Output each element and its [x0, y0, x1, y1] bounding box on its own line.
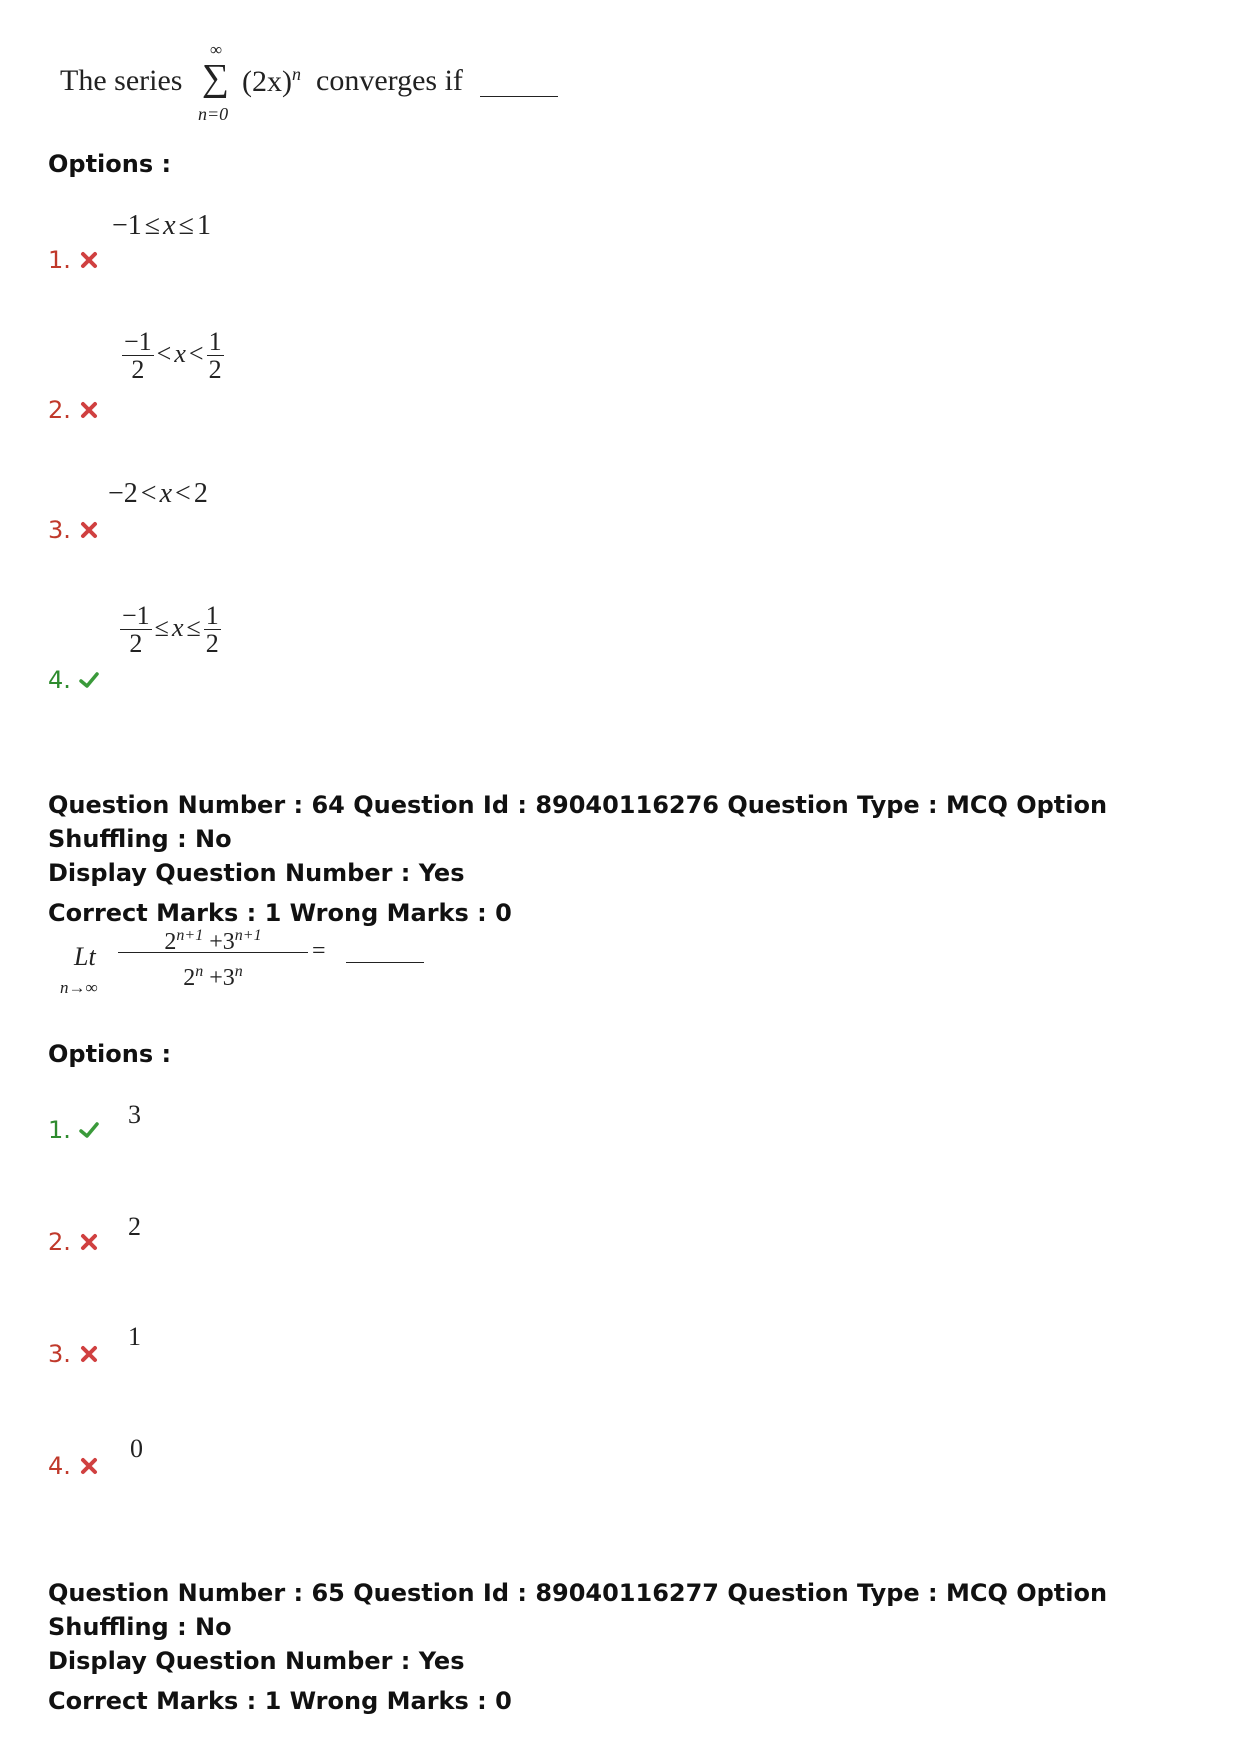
q65-meta	[48, 1576, 1208, 1718]
q63-term-base: (2x)	[242, 65, 292, 98]
q63-sum-upper: ∞	[210, 40, 223, 59]
q63-option-2-value[interactable]: $\frac{-1}{2}$ < x < $\frac{1}{2}$	[124, 327, 222, 385]
q64-option-2-number: 2.	[48, 1228, 99, 1256]
q64-option-1-value[interactable]: 3	[128, 1100, 141, 1129]
cross-icon	[79, 250, 99, 270]
q64-fraction	[118, 916, 308, 997]
q65-meta-line1: Question Number : 65 Question Id : 89040116277 Question Type : MCQ Option Shuffling : No	[48, 1579, 1108, 1641]
q63-option-2-number: 2.	[48, 396, 99, 424]
cross-icon	[79, 1232, 99, 1252]
q63-answer-blank	[480, 96, 558, 97]
q65-meta-line3: Correct Marks : 1 Wrong Marks : 0	[48, 1687, 512, 1715]
q64-meta-line1: Question Number : 64 Question Id : 89040116276 Question Type : MCQ Option Shuffling : No	[48, 791, 1108, 853]
q65-meta-line2: Display Question Number : Yes	[48, 1647, 465, 1675]
q64-option-3-number: 3.	[48, 1340, 99, 1368]
q63-options-label: Options :	[48, 150, 172, 178]
q63-sum-symbol: ∑	[202, 57, 230, 99]
q64-option-4-value[interactable]: 0	[130, 1434, 143, 1463]
q63-option-3-value[interactable]: −2 < x < 2	[108, 478, 208, 509]
q64-stem	[60, 916, 380, 1006]
q64-lim-sub: n→∞	[60, 978, 98, 997]
q64-denominator: $2^n +3^n$	[183, 963, 243, 991]
q63-term	[242, 64, 301, 99]
check-icon	[79, 1120, 99, 1140]
q64-option-4-number: 4.	[48, 1452, 99, 1480]
q63-term-exp: n	[291, 64, 301, 84]
q64-lim-text: Lt	[74, 942, 96, 971]
q64-answer-blank	[346, 962, 424, 963]
cross-icon	[79, 1456, 99, 1476]
q64-option-1-number: 1.	[48, 1116, 99, 1144]
q64-numerator: $2^{n+1} +3^{n+1}$	[118, 916, 308, 953]
q64-option-2-value[interactable]: 2	[128, 1212, 141, 1241]
q64-meta-line3: Correct Marks : 1 Wrong Marks : 0	[48, 899, 512, 927]
q63-stem-suffix: converges if	[316, 64, 463, 97]
cross-icon	[79, 520, 99, 540]
q63-option-3-number: 3.	[48, 516, 99, 544]
q63-option-4-number: 4.	[48, 666, 99, 694]
q64-meta-line2: Display Question Number : Yes	[48, 859, 465, 887]
q63-stem-prefix: The series	[60, 64, 183, 97]
check-icon	[79, 670, 99, 690]
q63-sum-lower: n=0	[198, 104, 229, 124]
q64-equals: =	[312, 938, 326, 964]
q64-options-label: Options :	[48, 1040, 172, 1068]
q63-option-1-value[interactable]: −1 ≤ x ≤ 1	[112, 210, 211, 241]
q64-option-3-value[interactable]: 1	[128, 1322, 141, 1351]
q64-meta	[48, 788, 1208, 930]
cross-icon	[79, 1344, 99, 1364]
cross-icon	[79, 400, 99, 420]
q63-option-1-number: 1.	[48, 246, 99, 274]
q63-option-4-value[interactable]: $\frac{-1}{2}$ ≤ x ≤ $\frac{1}{2}$	[122, 601, 219, 659]
